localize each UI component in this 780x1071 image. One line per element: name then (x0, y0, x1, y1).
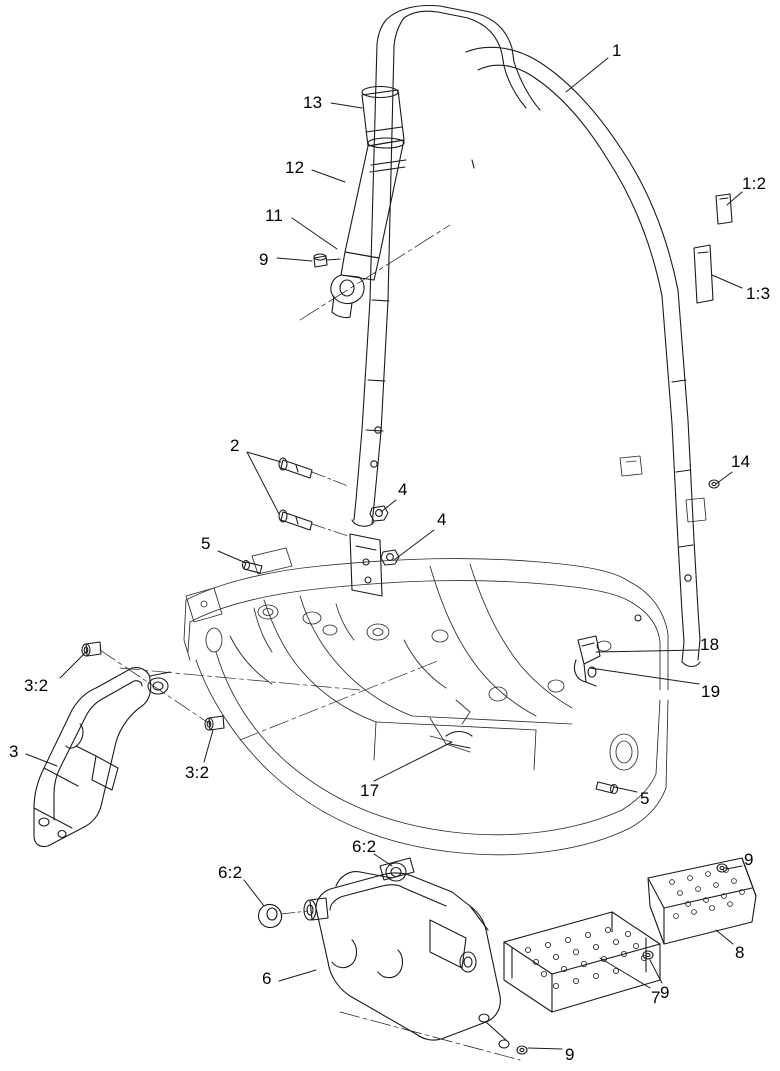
callout-3: 3 (9, 742, 19, 761)
callout-1-3: 1:3 (746, 284, 771, 303)
callout-6: 6 (262, 969, 272, 988)
callout-2: 2 (230, 436, 240, 455)
callout-19: 19 (701, 682, 721, 701)
callout-1: 1 (612, 41, 622, 60)
callout-1-2: 1:2 (742, 174, 767, 193)
callout-6-2-left: 6:2 (218, 863, 243, 882)
callout-7: 7 (651, 988, 661, 1007)
callout-3-2-upper: 3:2 (24, 676, 49, 695)
callout-13: 13 (303, 93, 323, 112)
callout-18: 18 (700, 635, 720, 654)
callout-9-bottom: 9 (565, 1045, 575, 1064)
callout-9-step7: 9 (660, 983, 670, 1002)
callout-14: 14 (731, 452, 751, 471)
callout-17: 17 (360, 781, 380, 800)
callout-11: 11 (265, 206, 284, 225)
callout-5-left: 5 (201, 534, 211, 553)
callout-4-lower: 4 (437, 510, 447, 529)
callout-4-upper: 4 (398, 480, 408, 499)
callout-3-2-lower: 3:2 (185, 763, 210, 782)
callout-8: 8 (735, 943, 745, 962)
callout-9-upper: 9 (259, 250, 269, 269)
callout-12: 12 (285, 158, 305, 177)
callout-5-right: 5 (640, 789, 650, 808)
callout-6-2-upper: 6:2 (352, 837, 377, 856)
callout-9-step8: 9 (744, 850, 754, 869)
